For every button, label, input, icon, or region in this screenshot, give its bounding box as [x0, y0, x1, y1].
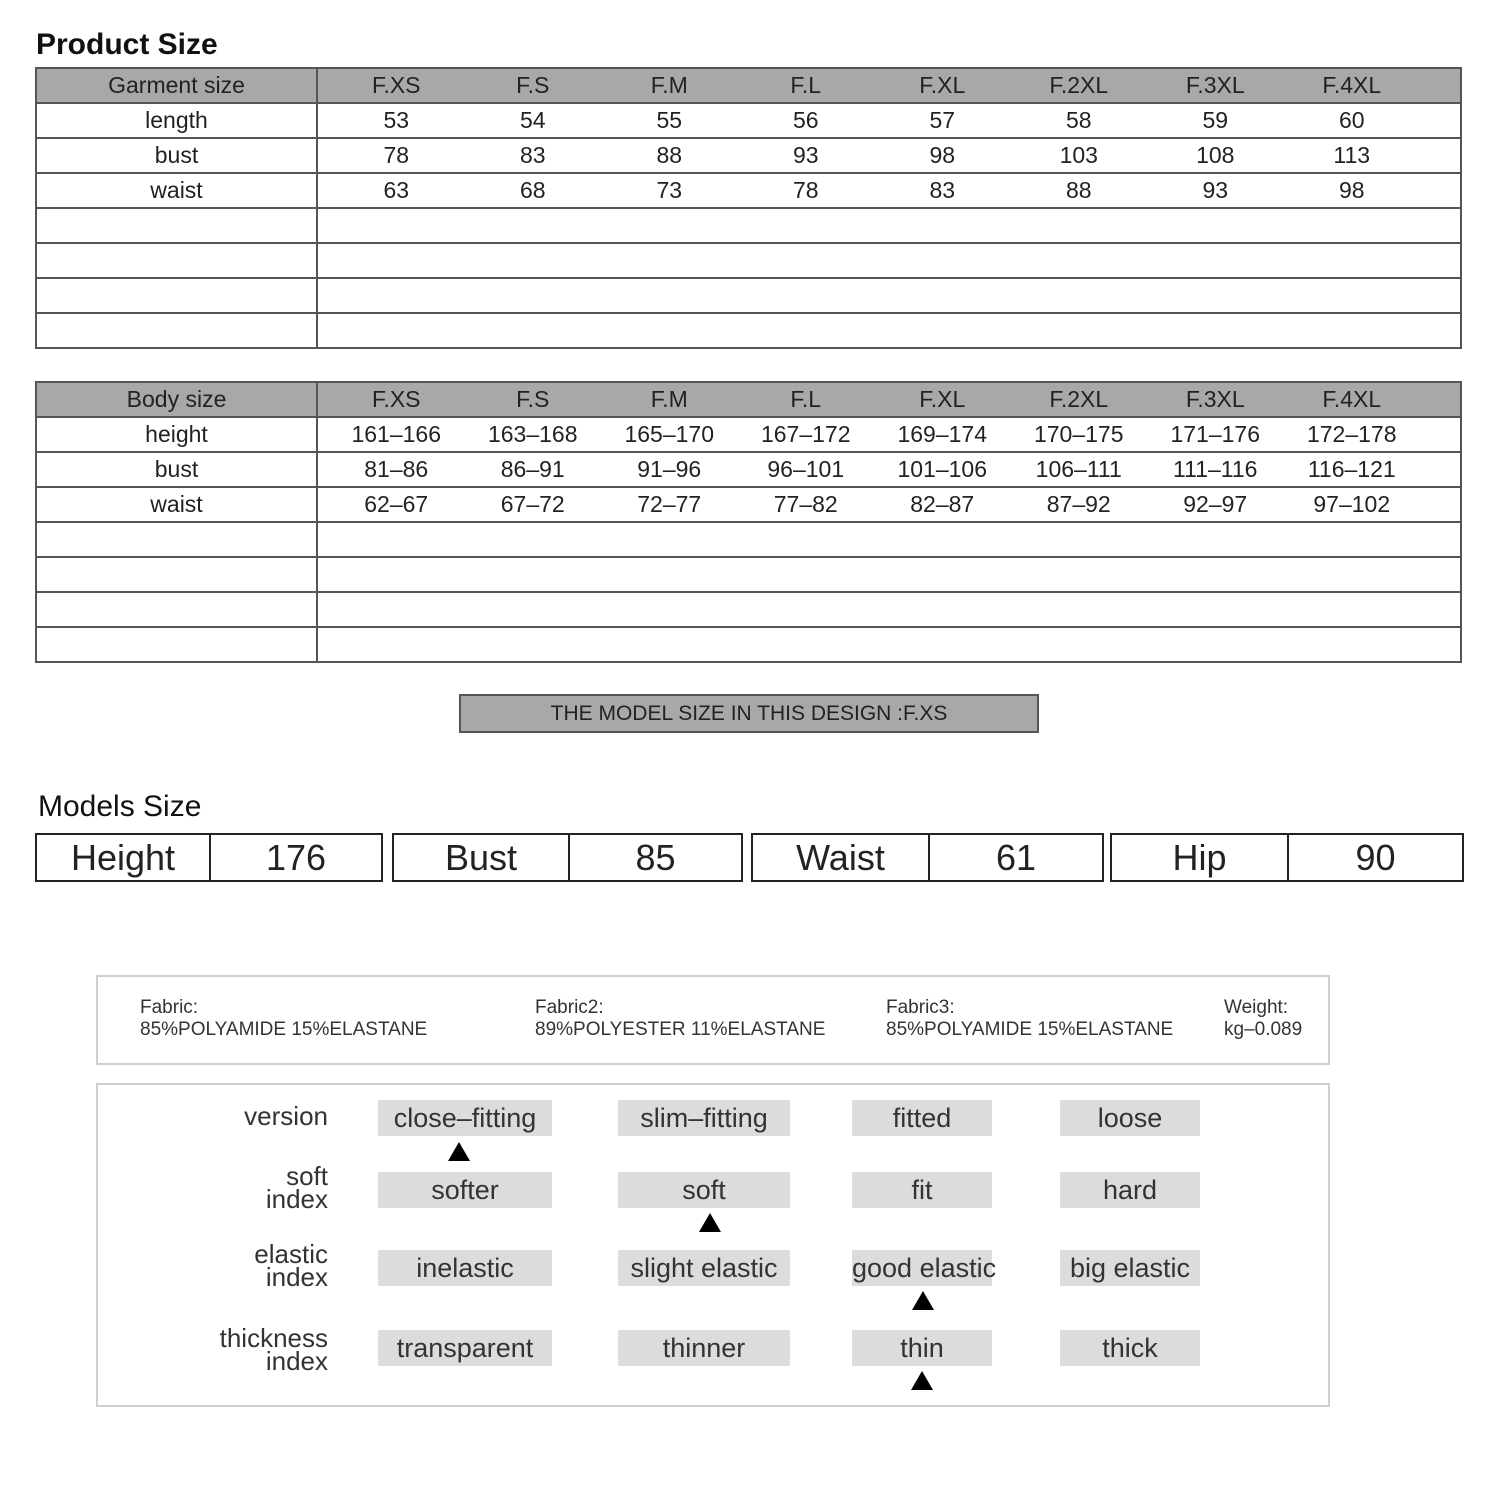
- model-waist-box: [751, 833, 1104, 882]
- option-fit: fit: [852, 1172, 992, 1208]
- table-cell: 167–172: [760, 421, 851, 447]
- model-stat-value: 90: [1355, 836, 1396, 878]
- elastic-index-label: elastic index: [254, 1239, 328, 1292]
- empty-row: [36, 592, 1461, 627]
- option-big-elastic: big elastic: [1060, 1250, 1200, 1286]
- table-cell: 92–97: [1183, 491, 1248, 517]
- option-fitted: fitted: [852, 1100, 992, 1136]
- empty-row: [36, 278, 1461, 313]
- option-slight-elastic: slight elastic: [618, 1250, 790, 1286]
- empty-cell: [317, 243, 1461, 278]
- size-header: F.XS: [371, 386, 421, 412]
- model-height-box: [35, 833, 383, 882]
- empty-cell: [317, 208, 1461, 243]
- table-cell: 59: [1202, 107, 1229, 133]
- row-values: [317, 103, 1461, 138]
- garment-size-columns: [317, 68, 1461, 103]
- size-header: F.4XL: [1322, 386, 1382, 412]
- option-thick: thick: [1060, 1330, 1200, 1366]
- option-thinner: thinner: [618, 1330, 790, 1366]
- size-header: F.XL: [919, 386, 966, 412]
- garment-header-label: Garment size: [36, 68, 317, 103]
- row-values: [317, 417, 1461, 452]
- option-loose: loose: [1060, 1100, 1200, 1136]
- table-cell: 83: [929, 177, 956, 203]
- size-header: F.M: [650, 72, 688, 98]
- table-cell: 87–92: [1046, 491, 1111, 517]
- empty-cell: [36, 278, 317, 313]
- body-size-columns: [317, 382, 1461, 417]
- table-cell: 170–175: [1033, 421, 1124, 447]
- option-transparent: transparent: [378, 1330, 552, 1366]
- size-header: F.2XL: [1049, 72, 1109, 98]
- row-values: [317, 138, 1461, 173]
- row-values: [317, 452, 1461, 487]
- table-cell: 54: [519, 107, 546, 133]
- size-header: F.M: [650, 386, 688, 412]
- empty-cell: [317, 313, 1461, 348]
- row-label: height: [36, 417, 317, 452]
- size-header: F.L: [790, 386, 822, 412]
- table-cell: 77–82: [773, 491, 838, 517]
- body-size-table: [35, 381, 1462, 663]
- option-thin: thin: [852, 1330, 992, 1366]
- fabric-item: [886, 997, 1173, 1041]
- empty-cell: [36, 627, 317, 662]
- row-label: waist: [36, 173, 317, 208]
- model-stat-label: Hip: [1112, 835, 1289, 880]
- model-bust-box: [392, 833, 743, 882]
- table-cell: 83: [519, 142, 546, 168]
- table-cell: 55: [656, 107, 683, 133]
- model-stat-value: 61: [995, 836, 1037, 878]
- body-header-label: Body size: [36, 382, 317, 417]
- table-cell: 96–101: [767, 456, 845, 482]
- fabric-item: [535, 997, 825, 1041]
- empty-cell: [317, 557, 1461, 592]
- table-cell: 78: [383, 142, 410, 168]
- empty-row: [36, 243, 1461, 278]
- fabric-label: Fabric2:: [535, 997, 604, 1018]
- table-cell: 56: [792, 107, 819, 133]
- table-cell: 72–77: [637, 491, 702, 517]
- table-cell: 67–72: [500, 491, 565, 517]
- table-cell: 98: [1338, 177, 1365, 203]
- table-cell: 116–121: [1307, 456, 1396, 482]
- table-cell: 58: [1065, 107, 1092, 133]
- row-label: waist: [36, 487, 317, 522]
- row-label: bust: [36, 452, 317, 487]
- table-cell: 86–91: [500, 456, 565, 482]
- table-cell: 57: [929, 107, 956, 133]
- table-row: [36, 103, 1461, 138]
- selected-marker-icon: [912, 1291, 934, 1310]
- table-cell: 63: [383, 177, 410, 203]
- table-cell: 82–87: [910, 491, 975, 517]
- fabric-panel: [96, 975, 1330, 1065]
- model-stat-value: 85: [635, 836, 676, 878]
- model-hip-box: [1110, 833, 1464, 882]
- table-cell: 161–166: [351, 421, 442, 447]
- empty-row: [36, 557, 1461, 592]
- table-cell: 101–106: [897, 456, 988, 482]
- row-values: [317, 487, 1461, 522]
- table-cell: 103: [1059, 142, 1098, 168]
- table-cell: 108: [1196, 142, 1235, 168]
- option-hard: hard: [1060, 1172, 1200, 1208]
- body-header-row: [36, 382, 1461, 417]
- empty-cell: [36, 557, 317, 592]
- empty-cell: [317, 592, 1461, 627]
- size-header: F.L: [790, 72, 822, 98]
- table-row: [36, 417, 1461, 452]
- selected-marker-icon: [448, 1142, 470, 1161]
- size-header: F.3XL: [1185, 386, 1245, 412]
- model-stat-value: 176: [265, 836, 327, 878]
- size-header: F.XS: [371, 72, 421, 98]
- table-cell: 88: [656, 142, 683, 168]
- table-cell: 165–170: [624, 421, 715, 447]
- table-cell: 106–111: [1035, 456, 1122, 482]
- fabric-item: [140, 997, 427, 1041]
- fabric-label: Fabric3:: [886, 997, 955, 1018]
- row-label: bust: [36, 138, 317, 173]
- empty-cell: [36, 592, 317, 627]
- size-header: F.XL: [919, 72, 966, 98]
- table-cell: 93: [1202, 177, 1229, 203]
- fabric-value: 85%POLYAMIDE 15%ELASTANE: [886, 1019, 1174, 1040]
- table-cell: 113: [1333, 142, 1371, 168]
- fabric-value: 85%POLYAMIDE 15%ELASTANE: [140, 1019, 428, 1040]
- empty-cell: [36, 313, 317, 348]
- table-row: [36, 138, 1461, 173]
- option-softer: softer: [378, 1172, 552, 1208]
- empty-row: [36, 627, 1461, 662]
- size-header: F.S: [516, 72, 550, 98]
- model-stat-label: Waist: [753, 835, 930, 880]
- selected-marker-icon: [911, 1371, 933, 1390]
- size-header: F.S: [516, 386, 550, 412]
- table-row: [36, 452, 1461, 487]
- size-header: F.4XL: [1322, 72, 1382, 98]
- empty-row: [36, 208, 1461, 243]
- table-cell: 60: [1338, 107, 1365, 133]
- product-size-title: Product Size: [36, 28, 218, 61]
- table-cell: 111–116: [1173, 456, 1258, 482]
- size-header: F.2XL: [1049, 386, 1109, 412]
- garment-header-row: [36, 68, 1461, 103]
- empty-cell: [317, 278, 1461, 313]
- table-row: [36, 173, 1461, 208]
- table-cell: 172–178: [1306, 421, 1397, 447]
- option-soft: soft: [618, 1172, 790, 1208]
- table-cell: 93: [792, 142, 819, 168]
- model-size-banner: THE MODEL SIZE IN THIS DESIGN :F.XS: [459, 694, 1039, 733]
- option-inelastic: inelastic: [378, 1250, 552, 1286]
- table-cell: 97–102: [1313, 491, 1391, 517]
- option-good-elastic: good elastic: [852, 1250, 992, 1286]
- table-cell: 81–86: [364, 456, 429, 482]
- thickness-index-label: thickness index: [219, 1323, 328, 1376]
- table-cell: 91–96: [637, 456, 702, 482]
- table-cell: 88: [1065, 177, 1092, 203]
- model-stat-label: Bust: [394, 835, 570, 880]
- version-label: version: [244, 1101, 328, 1131]
- soft-index-label: soft index: [265, 1161, 328, 1214]
- table-cell: 73: [656, 177, 683, 203]
- table-cell: 68: [519, 177, 546, 203]
- empty-cell: [36, 208, 317, 243]
- weight-value: kg–0.089: [1224, 1019, 1303, 1040]
- model-stat-label: Height: [37, 835, 211, 880]
- empty-cell: [36, 243, 317, 278]
- index-panel: [96, 1083, 1330, 1407]
- empty-row: [36, 313, 1461, 348]
- table-row: [36, 487, 1461, 522]
- option-close-fitting: close–fitting: [378, 1100, 552, 1136]
- table-cell: 53: [383, 107, 410, 133]
- fabric-value: 89%POLYESTER 11%ELASTANE: [535, 1019, 826, 1040]
- table-cell: 78: [792, 177, 819, 203]
- empty-cell: [36, 522, 317, 557]
- table-cell: 62–67: [364, 491, 429, 517]
- empty-row: [36, 522, 1461, 557]
- row-label: length: [36, 103, 317, 138]
- models-size-title: Models Size: [38, 790, 202, 823]
- empty-cell: [317, 522, 1461, 557]
- table-cell: 171–176: [1170, 421, 1261, 447]
- table-cell: 98: [929, 142, 956, 168]
- size-header: F.3XL: [1185, 72, 1245, 98]
- table-cell: 163–168: [487, 421, 578, 447]
- empty-cell: [317, 627, 1461, 662]
- weight-item: [1224, 997, 1302, 1041]
- garment-size-table: [35, 67, 1462, 349]
- weight-label: Weight:: [1224, 997, 1289, 1018]
- fabric-label: Fabric:: [140, 997, 199, 1018]
- table-cell: 169–174: [897, 421, 988, 447]
- row-values: [317, 173, 1461, 208]
- option-slim-fitting: slim–fitting: [618, 1100, 790, 1136]
- selected-marker-icon: [699, 1213, 721, 1232]
